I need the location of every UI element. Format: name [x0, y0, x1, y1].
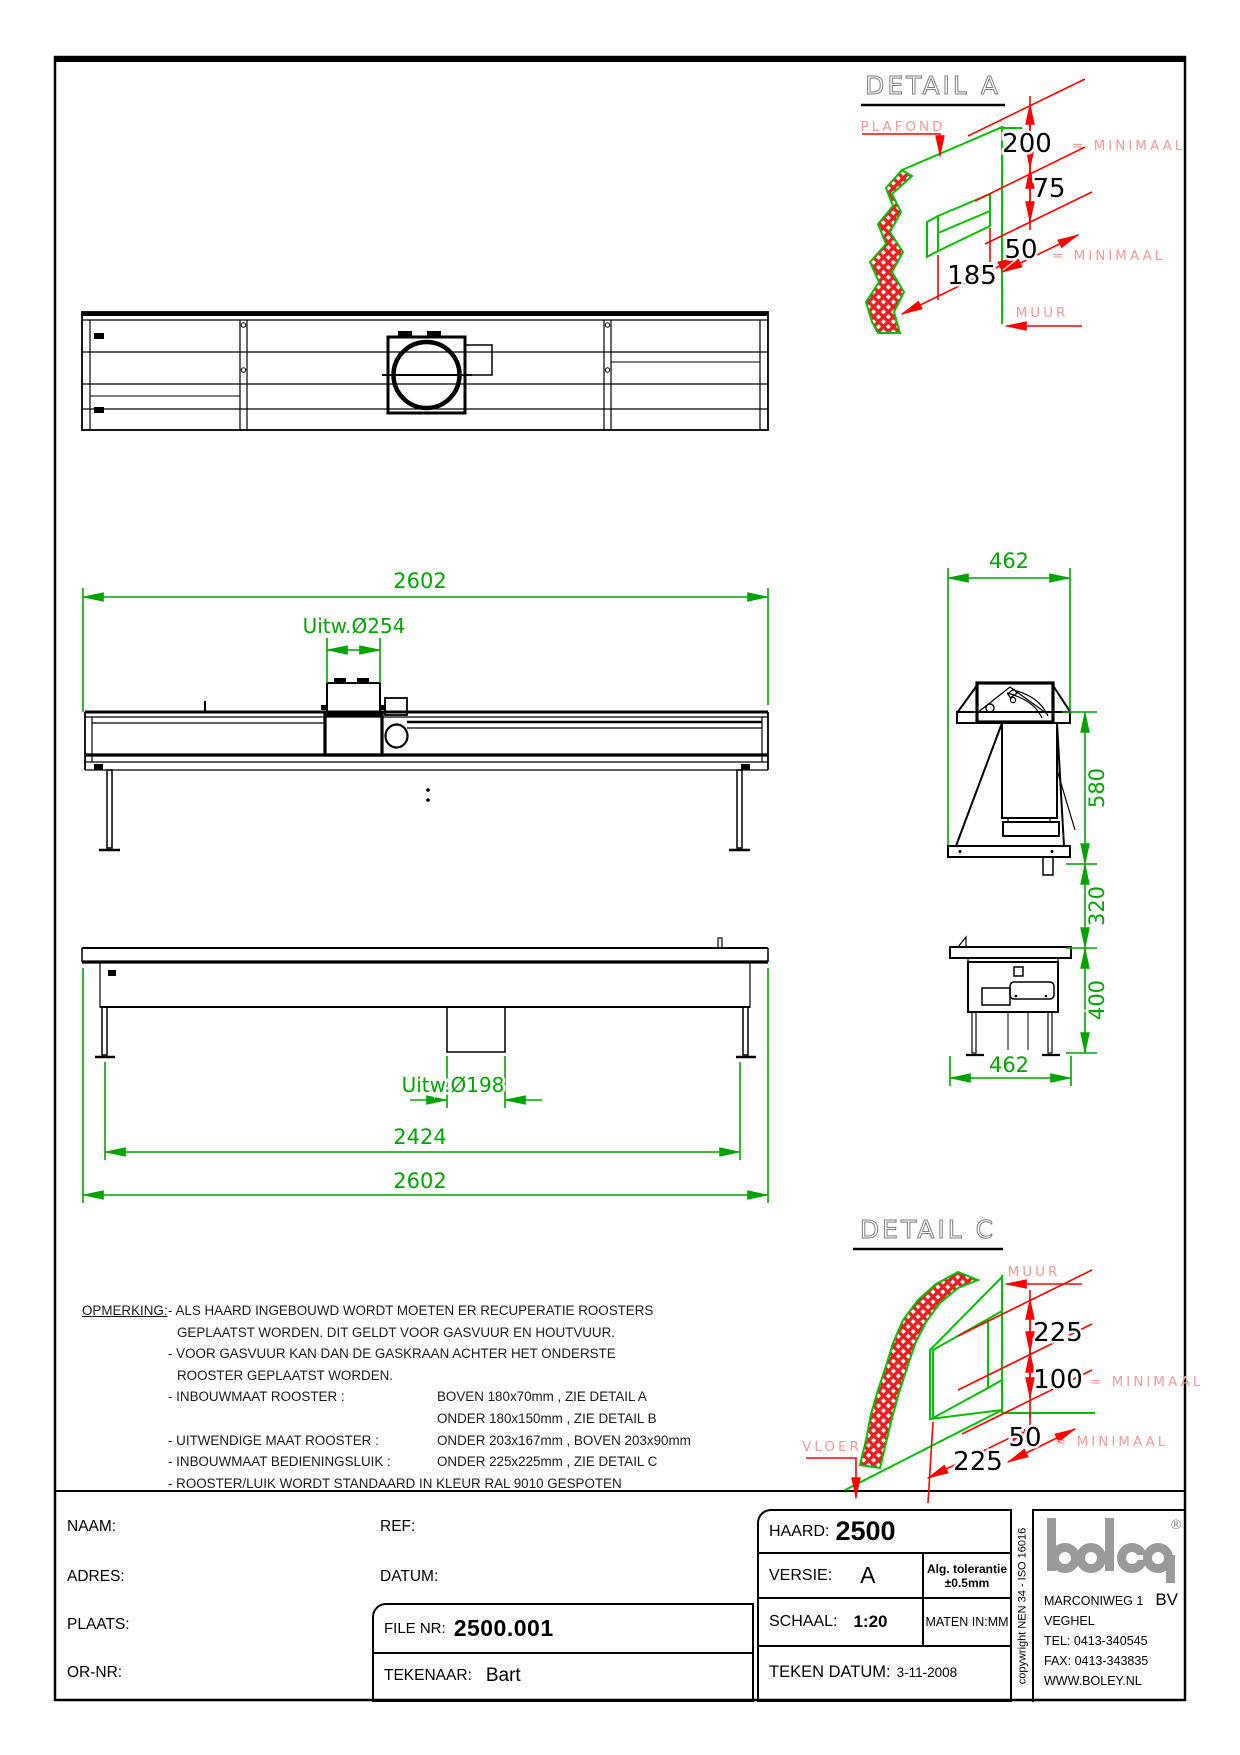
address-line2: VEGHEL [1044, 1614, 1095, 1628]
green-dimensions [83, 568, 1097, 1203]
dim-50-a: 50 [1004, 235, 1038, 265]
top-view [82, 312, 768, 430]
haard-label: HAARD: [769, 1522, 830, 1540]
minimaal-200: = MINIMAAL [1072, 138, 1186, 154]
note-line: ONDER 180x150mm , ZIE DETAIL B [437, 1410, 657, 1426]
registered-mark: ® [1169, 1518, 1183, 1533]
tekenaar-value: Bart [485, 1665, 521, 1686]
company-bv: BV [1155, 1590, 1178, 1609]
minimaal-50-a: = MINIMAAL [1052, 248, 1166, 264]
haard-value: 2500 [835, 1516, 896, 1546]
minimaal-100: = MINIMAAL [1090, 1374, 1204, 1390]
dim-462-bottom: 462 [988, 1053, 1030, 1077]
vloer-label: VLOER [802, 1439, 862, 1455]
ornr-label: OR-NR: [67, 1664, 123, 1681]
naam-label: NAAM: [67, 1518, 117, 1535]
muur-label-c: MUUR [1007, 1264, 1061, 1280]
dim-200: 200 [1002, 129, 1052, 159]
tekenaar-label: TEKENAAR: [384, 1667, 472, 1684]
note-line: - INBOUWMAAT ROOSTER : BOVEN 180x70mm , ZIE DETAIL A [168, 1389, 647, 1405]
adres-label: ADRES: [67, 1568, 125, 1585]
note-line: OPMERKING:- ALS HAARD INGEBOUWD WORDT MOETEN ER RECUPERATIE ROOSTERS [82, 1300, 702, 1322]
dim-uitw-198: Uitw.Ø198 [401, 1073, 505, 1097]
note-line: GEPLAATST WORDEN. DIT GELDT VOOR GASVUUR EN HOUTVUUR. [177, 1324, 615, 1340]
dim-75: 75 [1032, 174, 1066, 204]
schaal-value: 1:20 [853, 1612, 888, 1631]
filenr-label: FILE NR: [384, 1620, 446, 1637]
dim-400: 400 [1085, 979, 1109, 1021]
top-view-flue [382, 331, 492, 413]
dim-320: 320 [1085, 885, 1109, 927]
company-fax: FAX: 0413-343835 [1044, 1654, 1149, 1668]
detail-a [860, 71, 1185, 333]
tolerantie-line2: ±0.5mm [944, 1575, 990, 1590]
note-line: ROOSTER GEPLAATST WORDEN. [177, 1367, 394, 1383]
datum-label: DATUM: [380, 1568, 439, 1585]
dim-2602-top: 2602 [393, 569, 447, 593]
dim-462-top: 462 [988, 549, 1030, 573]
plafond-label: PLAFOND [860, 119, 946, 135]
pla ats-label: PLAATS: [67, 1616, 130, 1633]
dim-2602-bottom: 2602 [393, 1169, 447, 1193]
company-web: WWW.BOLEY.NL [1044, 1674, 1142, 1688]
detail-a-title: DETAIL A [865, 71, 1001, 100]
versie-value: A [860, 1562, 876, 1588]
ref-label: REF: [380, 1518, 416, 1535]
note-line: - UITWENDIGE MAAT ROOSTER : ONDER 203x167mm , BOVEN 203x90mm [168, 1432, 691, 1448]
dim-2424: 2424 [393, 1125, 447, 1149]
schaal-label: SCHAAL: [769, 1613, 838, 1630]
side-view-upper [948, 683, 1075, 875]
dim-225-horizontal: 225 [953, 1447, 1003, 1477]
tekendatum-label: TEKEN DATUM: [769, 1663, 891, 1681]
tekendatum-value: 3-11-2008 [896, 1665, 958, 1680]
dim-580: 580 [1085, 767, 1109, 809]
bottom-view [82, 938, 768, 1057]
detail-c-wall [860, 1272, 978, 1468]
dim-100: 100 [1033, 1365, 1083, 1395]
filenr-value: 2500.001 [453, 1615, 554, 1641]
dim-225-vertical: 225 [1033, 1318, 1083, 1348]
muur-label-a: MUUR [1015, 305, 1069, 321]
versie-label: VERSIE: [769, 1566, 833, 1584]
dim-185: 185 [947, 261, 997, 291]
detail-a-wall [866, 170, 912, 333]
dim-50-c: 50 [1008, 1423, 1042, 1453]
detail-c [802, 1215, 1203, 1503]
sheet-frame [55, 57, 1185, 1700]
note-line: - INBOUWMAAT BEDIENINGSLUIK : ONDER 225x225mm , ZIE DETAIL C [168, 1454, 658, 1470]
maten-label: MATEN IN:MM [925, 1615, 1009, 1629]
note-line: - ROOSTER/LUIK WORDT STANDAARD IN KLEUR RAL 9010 GESPOTEN [168, 1475, 622, 1491]
note-line: - VOOR GASVUUR KAN DAN DE GASKRAAN ACHTER HET ONDERSTE [168, 1346, 616, 1362]
copyright-text: copywright NEN 34 - ISO 16016 [1016, 1527, 1028, 1684]
side-view-lower [950, 937, 1071, 1055]
notes-heading: OPMERKING: [82, 1303, 168, 1318]
front-view [85, 678, 768, 850]
detail-c-title: DETAIL C [859, 1215, 997, 1244]
dim-uitw-254: Uitw.Ø254 [302, 614, 406, 638]
address-line1: MARCONIWEG 1 [1044, 1594, 1144, 1608]
minimaal-50-c: = MINIMAAL [1055, 1434, 1169, 1450]
company-tel: TEL: 0413-340545 [1044, 1634, 1148, 1648]
tolerantie-line1: Alg. tolerantie [926, 1561, 1007, 1576]
